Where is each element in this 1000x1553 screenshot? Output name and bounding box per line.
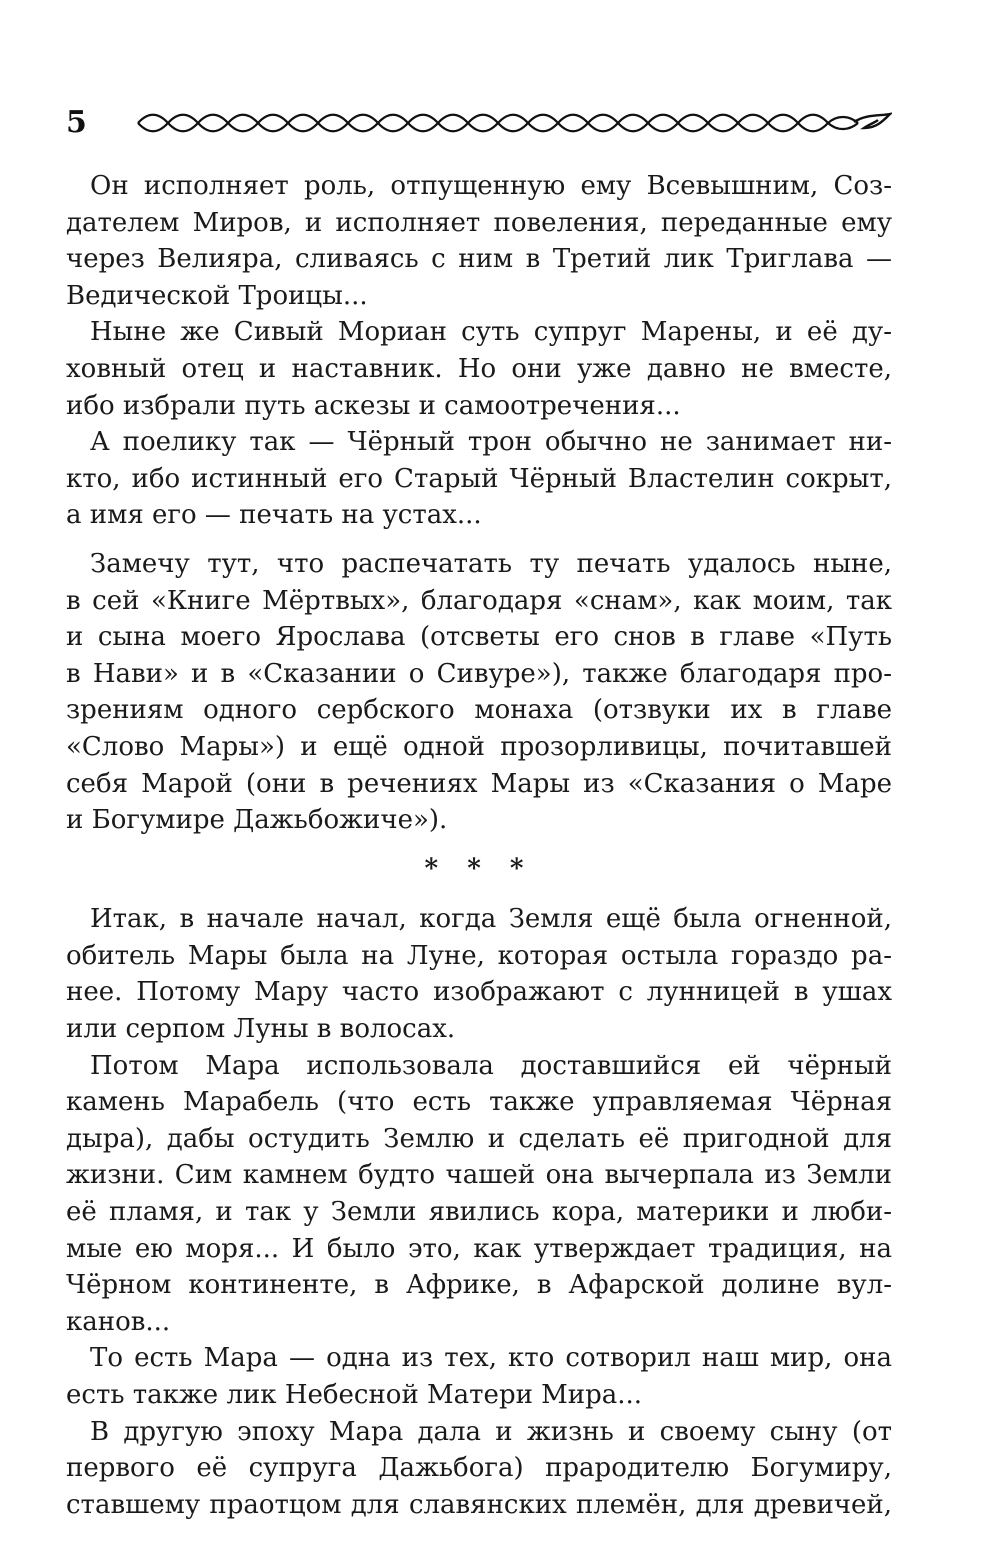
paragraph-1 — [66, 168, 892, 314]
text-line: Он исполняет роль, отпущенную ему Всевышним, Соз- — [90, 171, 892, 201]
paragraph-3 — [66, 424, 892, 534]
text-line: обитель Мары была на Луне, которая остыла гораздо ра- — [66, 940, 892, 971]
text-line: себя Марой (они в речениях Мары из «Сказания о Маре — [66, 768, 892, 799]
text-line: Потом Мара использовала доставшийся ей чёрный — [90, 1050, 892, 1081]
text-line: Ведической Троицы... — [66, 280, 368, 311]
paragraph-6 — [66, 1048, 892, 1341]
paragraph-7 — [66, 1340, 892, 1413]
text-line: мые ею моря... И было это, как утверждает традиция, на — [66, 1233, 892, 1264]
rope-ornament-icon — [134, 110, 892, 136]
text-line: в сей «Книге Мёртвых», благодаря «снам», как моим, так — [66, 585, 892, 616]
text-line: зрениям одного сербского монаха (отзвуки их в главе — [66, 695, 892, 726]
text-line: нее. Потому Мару часто изображают с лунницей в ушах — [66, 977, 892, 1008]
body-text — [66, 168, 892, 1523]
text-line: ставшему праотцом для славянских племён, для древичей, — [66, 1489, 892, 1520]
text-line: камень Марабель (что есть также управляемая Чёрная — [66, 1087, 892, 1118]
text-line: А поелику так — Чёрный трон обычно не занимает ни- — [90, 427, 892, 458]
paragraph-5 — [66, 901, 892, 1047]
paragraph-4 — [66, 546, 892, 839]
section-separator: * * * — [424, 853, 534, 884]
text-line: в Нави» и в «Сказании о Сивуре»), также благодаря про- — [66, 658, 892, 689]
text-line: жизни. Сим камнем будто чашей она вычерпала из Земли — [66, 1160, 892, 1191]
paragraph-spacer — [66, 534, 892, 546]
text-line: ибо избрали путь аскезы и самоотречения... — [66, 390, 681, 421]
paragraph-2 — [66, 314, 892, 424]
text-line: дателем Миров, и исполняет повеления, переданные ему — [66, 207, 892, 238]
text-line: Ныне же Сивый Мориан суть супруг Марены, и её ду- — [90, 317, 892, 348]
text-line: через Велияра, сливаясь с ним в Третий лик Триглава — — [66, 244, 892, 275]
text-line: первого её супруга Дажьбога) прародителю Богумиру, — [66, 1453, 892, 1484]
text-line: канов... — [66, 1306, 171, 1337]
page-header — [66, 104, 892, 144]
text-line: есть также лик Небесной Матери Мира... — [66, 1380, 643, 1410]
text-line: Итак, в начале начал, когда Земля ещё была огненной, — [90, 904, 892, 935]
page-number: 5 — [66, 105, 87, 140]
text-line: и Богумире Дажьбожиче»). — [66, 805, 448, 836]
paragraph-8 — [66, 1414, 892, 1524]
text-line: Замечу тут, что распечатать ту печать удалось ныне, — [90, 548, 892, 579]
text-line: ховный отец и наставник. Но они уже давно не вместе, — [66, 353, 892, 384]
text-line: Чёрном континенте, в Африке, в Афарской долине вул- — [66, 1270, 892, 1301]
text-line: То есть Мара — одна из тех, кто сотворил наш мир, она — [90, 1343, 892, 1374]
text-line: её пламя, и так у Земли явились кора, материки и люби- — [66, 1197, 892, 1228]
text-line: кто, ибо истинный его Старый Чёрный Властелин сокрыт, — [66, 463, 892, 494]
text-line: В другую эпоху Мара дала и жизнь и своему сыну (от — [90, 1416, 892, 1447]
text-line: или серпом Луны в волосах. — [66, 1014, 456, 1045]
text-line: а имя его — печать на устах... — [66, 500, 482, 531]
text-line: «Слово Мары») и ещё одной прозорливицы, почитавшей — [66, 731, 892, 762]
text-line: и сына моего Ярослава (отсветы его снов в главе «Путь — [66, 622, 892, 653]
text-line: дыра), дабы остудить Землю и сделать её пригодной для — [66, 1123, 892, 1154]
